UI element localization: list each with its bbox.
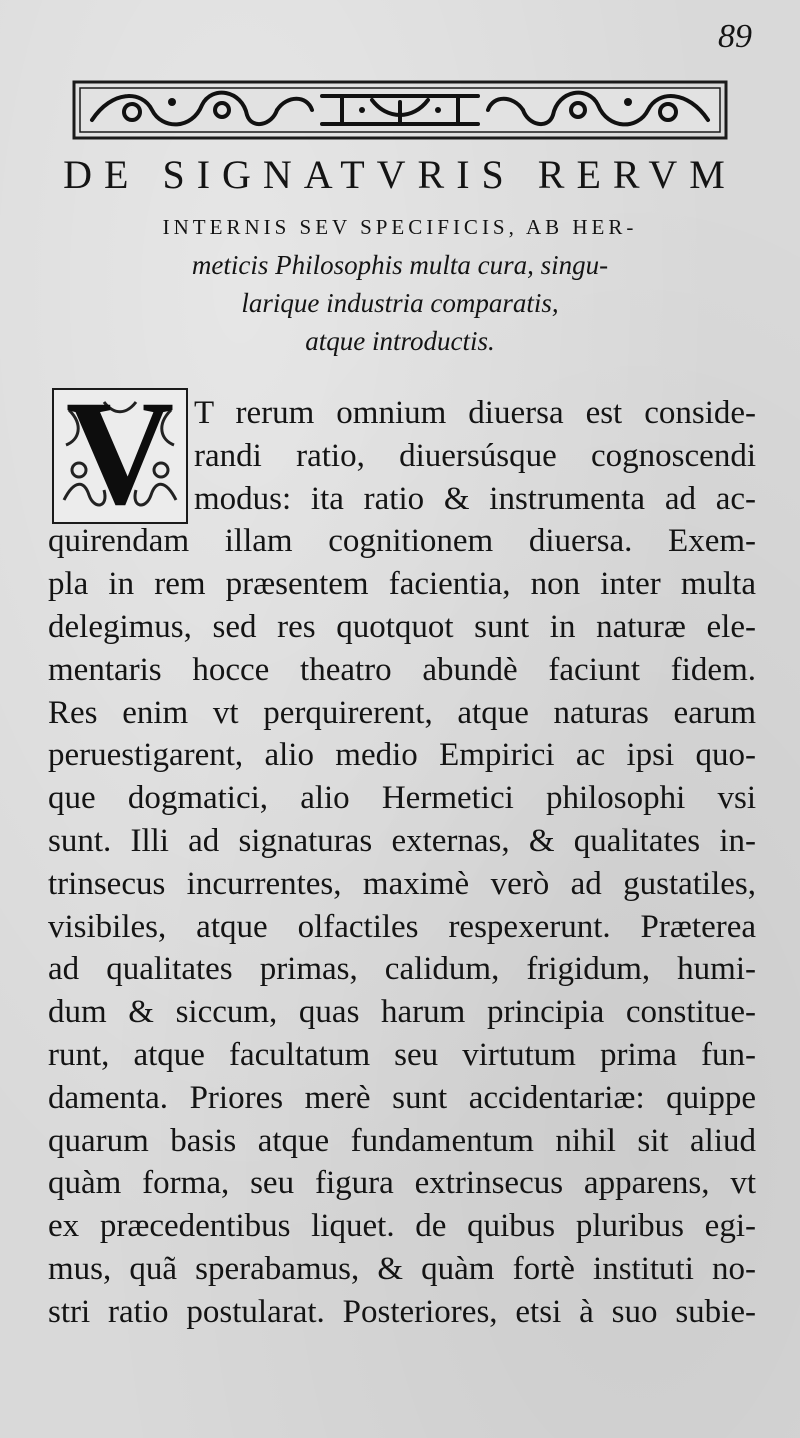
text-line: T rerum omnium diuersa est conside- <box>194 395 756 431</box>
text-line: pla in rem præsentem facientia, non inter multa <box>48 566 756 603</box>
text-line: trinsecus incurrentes, maximè verò ad gustatiles, <box>48 865 756 902</box>
text-line: mentaris hocce theatro abundè faciunt fidem. <box>48 651 756 688</box>
text-line: randi ratio, diuersúsque cognoscendi <box>194 437 756 474</box>
page-number: 89 <box>718 18 752 55</box>
text-line: runt, atque facultatum seu virtutum prima fun- <box>48 1036 756 1073</box>
text-line: delegimus, sed res quotquot sunt in naturæ ele- <box>48 608 756 645</box>
text-line: modus: ita ratio & instrumenta ad ac- <box>194 480 756 517</box>
chapter-title: DE SIGNATVRIS RERVM <box>63 152 737 197</box>
text-line: stri ratio postularat. Posteriores, etsi à suo subie- <box>48 1293 756 1330</box>
text-line: visibiles, atque olfactiles respexerunt. Præterea <box>48 908 756 945</box>
text-line: quarum basis atque fundamentum nihil sit aliud <box>48 1122 756 1159</box>
text-line: dum & siccum, quas harum principia constitue- <box>48 994 756 1031</box>
drop-cap-letter: V <box>65 370 175 536</box>
text-line: quàm forma, seu figura extrinsecus apparens, vt <box>48 1165 756 1202</box>
text-line: que dogmatici, alio Hermetici philosophi vsi <box>48 780 756 817</box>
text-line: ad qualitates primas, calidum, frigidum, humi- <box>48 951 756 988</box>
text-line: damenta. Priores merè sunt accidentariæ: quippe <box>48 1079 756 1116</box>
subtitle-italic-line: larique industria comparatis, <box>241 288 559 318</box>
subtitle-italic-line: atque introductis. <box>305 326 495 356</box>
text-line: peruestigarent, alio medio Empirici ac ipsi quo- <box>48 737 756 774</box>
ornamental-headpiece <box>72 80 728 140</box>
text-line: sunt. Illi ad signaturas externas, & qualitates in- <box>48 822 756 859</box>
text-line: mus, quã sperabamus, & quàm fortè instituti no- <box>48 1250 756 1287</box>
chapter-subtitle-caps: INTERNIS SEV SPECIFICIS, AB HER- <box>162 215 638 239</box>
text-line: quirendam illam cognitionem diuersa. Exem- <box>48 523 756 560</box>
subtitle-italic-line: meticis Philosophis multa cura, singu- <box>191 250 609 280</box>
text-line: Res enim vt perquirerent, atque naturas earum <box>48 694 756 731</box>
text-line: ex præcedentibus liquet. de quibus pluribus egi- <box>48 1208 756 1245</box>
body-text <box>48 392 756 1334</box>
chapter-subtitle-italic <box>0 246 800 360</box>
